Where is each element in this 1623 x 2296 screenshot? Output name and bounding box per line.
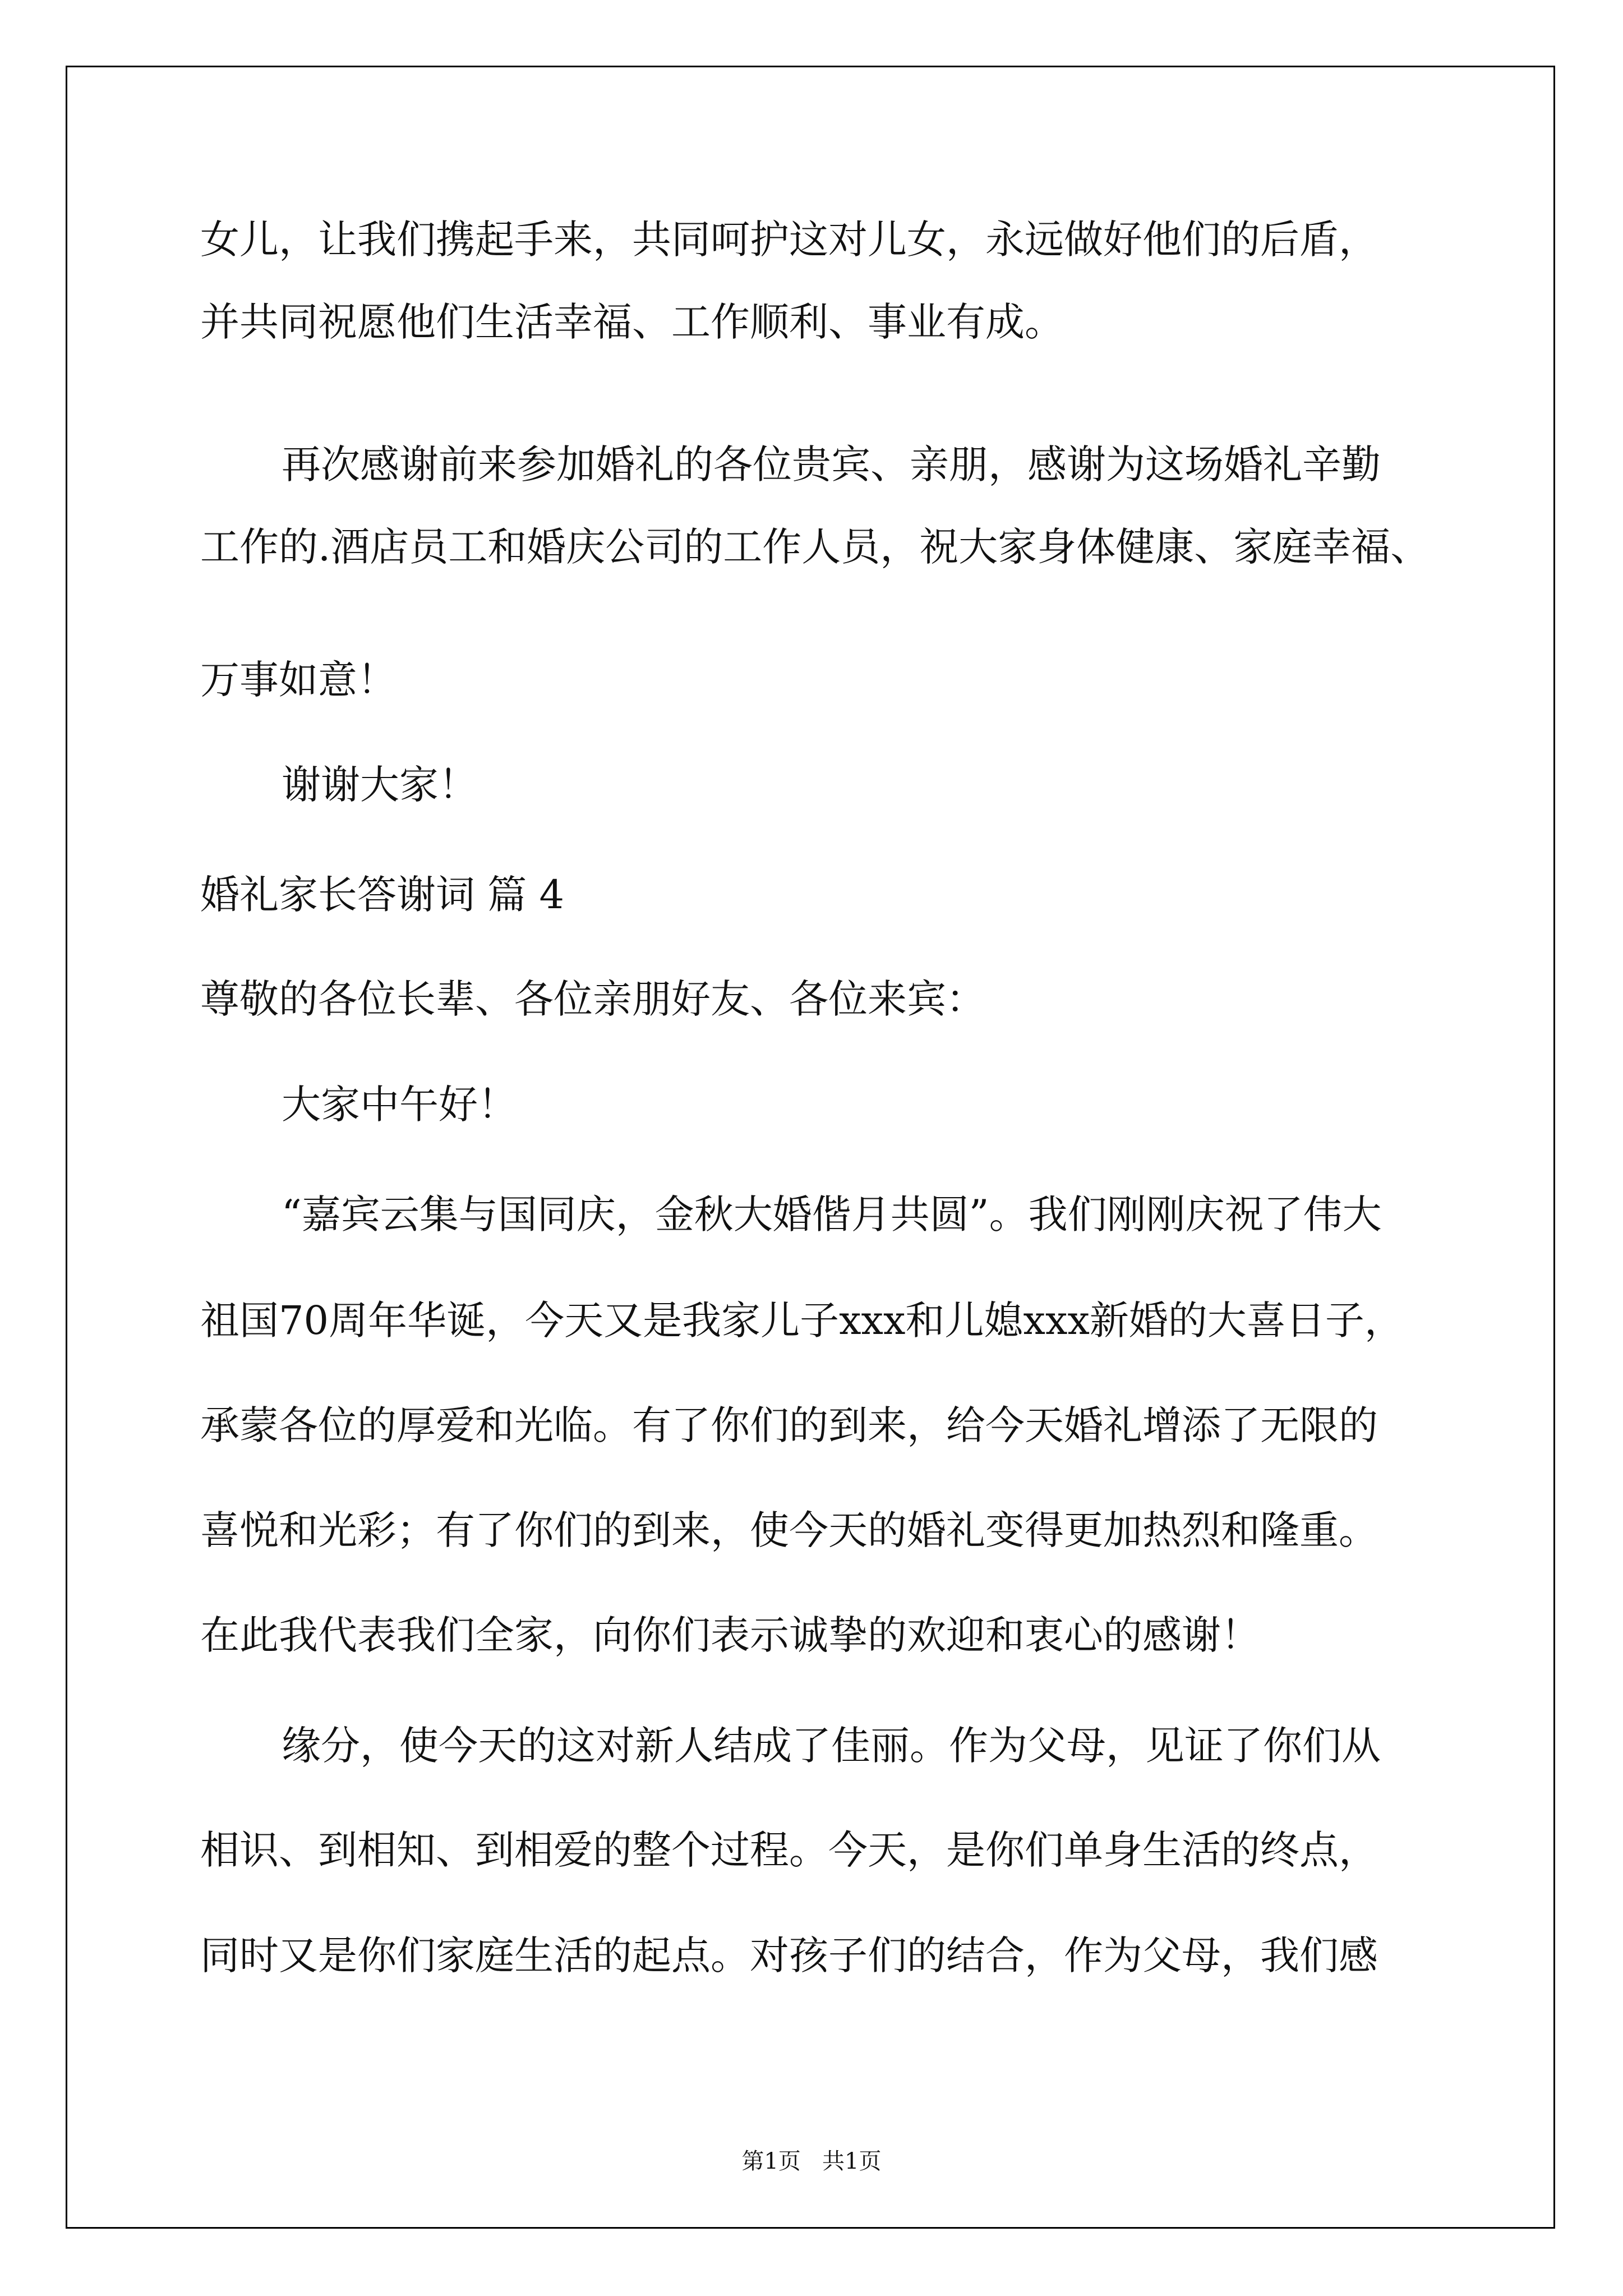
section-heading: 婚礼家长答谢词 篇 4 (200, 872, 565, 918)
text-line: 万事如意！ (200, 657, 396, 703)
text-line: 谢谢大家！ (282, 762, 478, 808)
page-footer: 第1页 共1页 (741, 2148, 882, 2174)
page-border (66, 66, 1555, 2229)
greeting: 大家中午好！ (282, 1082, 517, 1128)
text-line: 相识、到相知、到相爱的整个过程。今天，是你们单身生活的终点， (200, 1827, 1378, 1873)
text-line: 祖国70周年华诞，今天又是我家儿子xxx和儿媳xxx新婚的大喜日子， (200, 1297, 1404, 1343)
text-line: 承蒙各位的厚爱和光临。有了你们的到来，给今天婚礼增添了无限的 (200, 1402, 1378, 1448)
text-line: 并共同祝愿他们生活幸福、工作顺利、事业有成。 (200, 299, 1064, 345)
text-line: 再次感谢前来参加婚礼的各位贵宾、亲朋，感谢为这场婚礼辛勤 (282, 441, 1381, 487)
text-line: 女儿，让我们携起手来，共同呵护这对儿女，永远做好他们的后盾， (200, 217, 1378, 263)
text-line: 在此我代表我们全家，向你们表示诚挚的欢迎和衷心的感谢！ (200, 1612, 1260, 1658)
text-line: 缘分，使今天的这对新人结成了佳丽。作为父母，见证了你们从 (282, 1723, 1381, 1769)
text-line: 同时又是你们家庭生活的起点。对孩子们的结合，作为父母，我们感 (200, 1932, 1378, 1978)
text-line: 喜悦和光彩；有了你们的到来，使今天的婚礼变得更加热烈和隆重。 (200, 1507, 1378, 1553)
salutation: 尊敬的各位长辈、各位亲朋好友、各位来宾： (200, 976, 985, 1022)
text-line: 工作的.酒店员工和婚庆公司的工作人员，祝大家身体健康、家庭幸福、 (200, 524, 1430, 570)
text-line: “嘉宾云集与国同庆，金秋大婚偕月共圆”。我们刚刚庆祝了伟大 (282, 1191, 1382, 1237)
